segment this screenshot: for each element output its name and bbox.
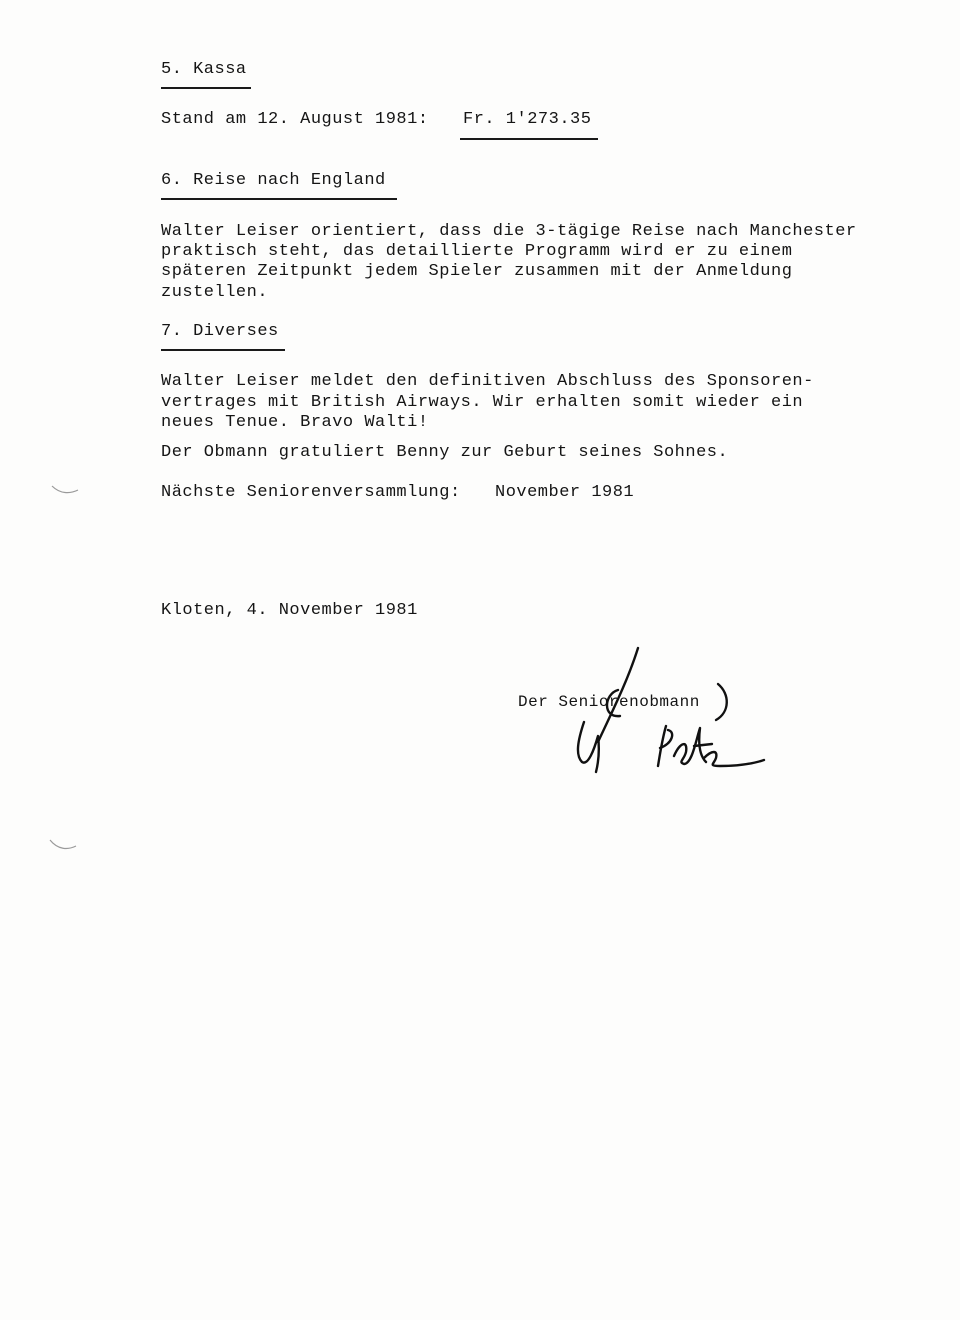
section-heading-reise: 6. Reise nach England	[161, 171, 386, 190]
diverses-line: Walter Leiser meldet den definitiven Abschluss des Sponsoren-	[161, 372, 814, 391]
reise-line: zustellen.	[161, 283, 269, 302]
scan-mark	[40, 836, 80, 856]
place-date: Kloten, 4. November 1981	[161, 601, 418, 620]
kassa-stand-label: Stand am 12. August 1981:	[161, 110, 429, 129]
next-meeting-date: November 1981	[495, 483, 635, 502]
reise-line: späteren Zeitpunkt jedem Spieler zusammen mit der Anmeldung	[161, 262, 793, 281]
diverses-line: vertrages mit British Airways. Wir erhalten somit wieder ein	[161, 393, 804, 412]
section-heading-kassa: 5. Kassa	[161, 60, 247, 79]
next-meeting-label: Nächste Seniorenversammlung:	[161, 483, 461, 502]
diverses-line: neues Tenue. Bravo Walti!	[161, 413, 429, 432]
section-heading-diverses: 7. Diverses	[161, 322, 279, 341]
signatory-title: Der Seniorenobmann	[518, 693, 700, 711]
scan-mark	[40, 480, 80, 500]
diverses-congratulation: Der Obmann gratuliert Benny zur Geburt seines Sohnes.	[161, 443, 729, 462]
reise-line: praktisch steht, das detaillierte Programm wird er zu einem	[161, 242, 793, 261]
reise-line: Walter Leiser orientiert, dass die 3-tägige Reise nach Manchester	[161, 222, 857, 241]
kassa-amount: Fr. 1'273.35	[463, 110, 592, 129]
